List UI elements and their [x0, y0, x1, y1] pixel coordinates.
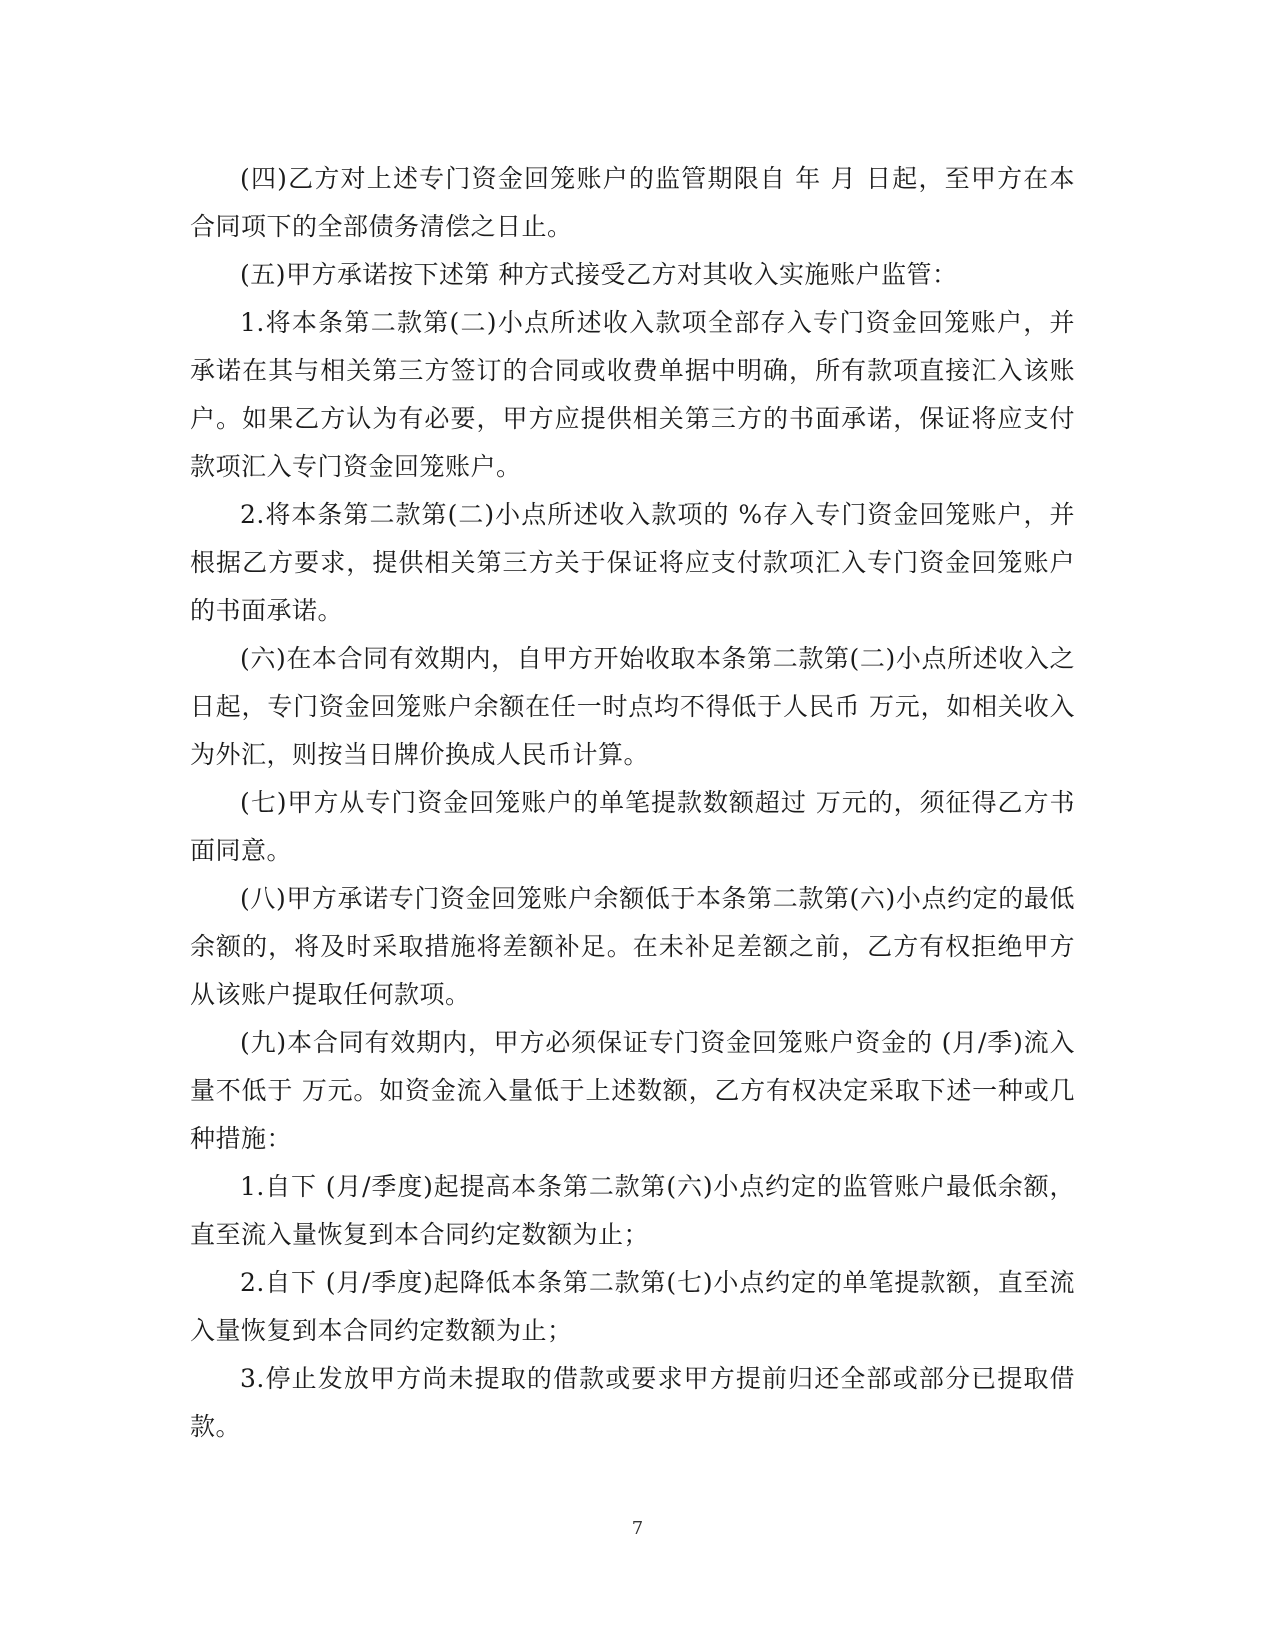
- paragraph-9-measure-3: 3.停止发放甲方尚未提取的借款或要求甲方提前归还全部或部分已提取借款。: [190, 1364, 1075, 1441]
- paragraph-4-supervision-period: (四)乙方对上述专门资金回笼账户的监管期限自 年 月 日起，至甲方在本合同项下的全部债务清偿之日止。: [190, 164, 1075, 241]
- paragraph-9-measure-1: 1.自下 (月/季度)起提高本条第二款第(六)小点约定的监管账户最低余额，直至流入量恢复到本合同约定数额为止；: [190, 1172, 1075, 1249]
- paragraph-9-inflow-requirement: (九)本合同有效期内，甲方必须保证专门资金回笼账户资金的 (月/季)流入量不低于 万元。如资金流入量低于上述数额，乙方有权决定采取下述一种或几种措施：: [190, 1028, 1075, 1153]
- paragraph-6-minimum-balance: (六)在本合同有效期内，自甲方开始收取本条第二款第(二)小点所述收入之日起，专门资金回笼账户余额在任一时点均不得低于人民币 万元，如相关收入为外汇，则按当日牌价换成人民币计算。: [190, 644, 1075, 769]
- paragraph-5-item-1: 1.将本条第二款第(二)小点所述收入款项全部存入专门资金回笼账户，并承诺在其与相关第三方签订的合同或收费单据中明确，所有款项直接汇入该账户。如果乙方认为有必要，甲方应提供相关第三方的书面承诺，保证将应支付款项汇入专门资金回笼账户。: [190, 308, 1075, 481]
- page-number: 7: [631, 1518, 644, 1539]
- paragraph-5-item-2: 2.将本条第二款第(二)小点所述收入款项的 %存入专门资金回笼账户，并根据乙方要求，提供相关第三方关于保证将应支付款项汇入专门资金回笼账户的书面承诺。: [190, 500, 1075, 625]
- paragraph-9-measure-2: 2.自下 (月/季度)起降低本条第二款第(七)小点约定的单笔提款额，直至流入量恢复到本合同约定数额为止；: [190, 1268, 1075, 1345]
- paragraph-7-withdrawal-limit: (七)甲方从专门资金回笼账户的单笔提款数额超过 万元的，须征得乙方书面同意。: [190, 788, 1075, 865]
- paragraph-5-supervision-method: (五)甲方承诺按下述第 种方式接受乙方对其收入实施账户监管：: [240, 260, 958, 289]
- paragraph-8-balance-shortfall: (八)甲方承诺专门资金回笼账户余额低于本条第二款第(六)小点约定的最低余额的，将及时采取措施将差额补足。在未补足差额之前，乙方有权拒绝甲方从该账户提取任何款项。: [190, 884, 1075, 1009]
- document-body: [190, 155, 1075, 1451]
